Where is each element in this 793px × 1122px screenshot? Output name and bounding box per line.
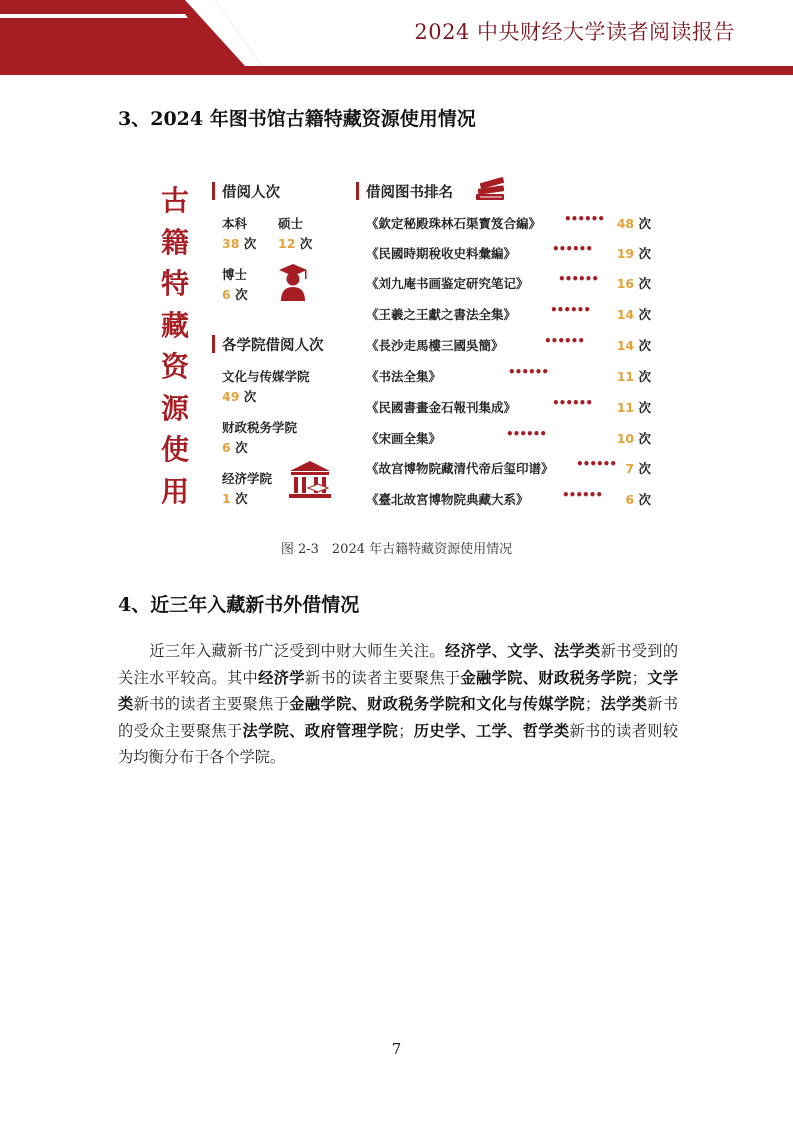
ranking-row	[366, 274, 651, 294]
school-name: 财政税务学院	[222, 420, 298, 435]
book-title: 《宋画全集》	[366, 431, 442, 446]
figure-caption: 图 2-3 2024 年古籍特藏资源使用情况	[280, 542, 513, 557]
book-count: 14 次	[616, 307, 651, 322]
vertical-title-char: 源	[160, 391, 189, 425]
school-value: 49 次	[222, 389, 257, 404]
book-title: 《民國時期稅收史料彙編》	[366, 246, 517, 261]
ranking-row	[366, 398, 651, 418]
ranking-title: 借阅图书排名	[366, 185, 453, 201]
leader-dots: ••••••	[506, 427, 547, 441]
section-4-heading: 4、近三年入藏新书外借情况	[118, 594, 360, 616]
header-title: 2024 中央财经大学读者阅读报告	[414, 20, 735, 44]
book-title: 《長沙走馬樓三國吳簡》	[366, 338, 504, 353]
leader-dots: ••••••	[544, 334, 585, 348]
book-title: 《书法全集》	[366, 369, 442, 384]
book-title: 《王羲之王獻之書法全集》	[366, 307, 517, 322]
leader-dots: ••••••	[558, 272, 599, 286]
book-count: 48 次	[616, 216, 651, 231]
ranking-row	[366, 490, 651, 510]
school-name: 经济学院	[222, 471, 273, 486]
ranking-row	[366, 305, 651, 325]
vertical-title-char: 资	[160, 350, 189, 383]
leader-dots: ••••••	[552, 242, 593, 256]
book-count: 11 次	[616, 400, 651, 415]
leader-dots: ••••••	[508, 365, 549, 379]
vertical-title-char: 使	[160, 433, 189, 466]
book-count: 6 次	[625, 492, 651, 507]
phd-label: 博士	[222, 267, 248, 282]
book-title: 《民國書畫金石報刊集成》	[366, 400, 517, 415]
master-label: 硕士	[278, 216, 304, 231]
master-value: 12 次	[278, 236, 313, 251]
borrow-count-title: 借阅人次	[222, 185, 280, 201]
books-stack-icon	[474, 174, 508, 204]
graduate-icon	[278, 262, 308, 302]
school-name: 文化与传媒学院	[222, 369, 310, 384]
book-count: 11 次	[616, 369, 651, 384]
page-number: 7	[391, 1040, 402, 1058]
book-count: 7 次	[625, 461, 651, 476]
page-header	[0, 0, 793, 80]
vertical-title-char: 藏	[160, 308, 189, 342]
vertical-title-char: 籍	[160, 225, 189, 259]
undergrad-value: 38 次	[222, 236, 257, 251]
book-title: 《臺北故宮博物院典藏大系》	[366, 492, 529, 507]
leader-dots: ••••••	[564, 212, 605, 226]
leader-dots: ••••••	[550, 303, 591, 317]
ranking-row	[366, 244, 651, 264]
ranking-row	[366, 367, 651, 387]
book-title: 《刘九庵书画鉴定研究笔记》	[366, 276, 529, 291]
undergrad-label: 本科	[222, 216, 248, 231]
subtitle-bar	[212, 335, 215, 353]
vertical-title-char: 用	[160, 474, 189, 508]
school-value: 6 次	[222, 440, 248, 455]
ranking-row	[366, 336, 651, 356]
special-collections-infographic	[148, 170, 660, 520]
phd-value: 6 次	[222, 287, 248, 302]
leader-dots: ••••••	[576, 457, 617, 471]
book-count: 10 次	[616, 431, 651, 446]
subtitle-bar	[212, 182, 215, 200]
leader-dots: ••••••	[552, 396, 593, 410]
section-3-heading: 3、2024 年图书馆古籍特藏资源使用情况	[118, 108, 476, 130]
building-icon	[288, 460, 332, 500]
ranking-row	[366, 459, 651, 479]
book-count: 19 次	[616, 246, 651, 261]
ranking-row	[366, 429, 651, 449]
ranking-row	[366, 214, 651, 234]
subtitle-bar	[356, 182, 359, 200]
book-count: 14 次	[616, 338, 651, 353]
vertical-title-char: 古	[160, 184, 189, 217]
vertical-title	[158, 180, 192, 512]
by-school-title: 各学院借阅人次	[222, 338, 324, 354]
leader-dots: ••••••	[562, 488, 603, 502]
book-title: 《欽定秘殿珠林石渠寳笈合編》	[366, 216, 542, 231]
school-value: 1 次	[222, 491, 248, 506]
book-title: 《故宫博物院藏清代帝后玺印谱》	[366, 461, 554, 476]
vertical-title-char: 特	[160, 267, 189, 300]
book-count: 16 次	[616, 276, 651, 291]
body-paragraph: 近三年入藏新书广泛受到中财大师生关注。经济学、文学、法学类新书受到的关注水平较高。其中经济学新书的读者主要聚焦于金融学院、财政税务学院；文学类新书的读者主要聚焦于金融学院、财政税务学院和文化与传媒学院；法学类新书的受众主要聚焦于法学院、政府管理学院；历史学、工学、哲学类新书的读者则较为均衡分布于各个学院。	[118, 642, 679, 766]
